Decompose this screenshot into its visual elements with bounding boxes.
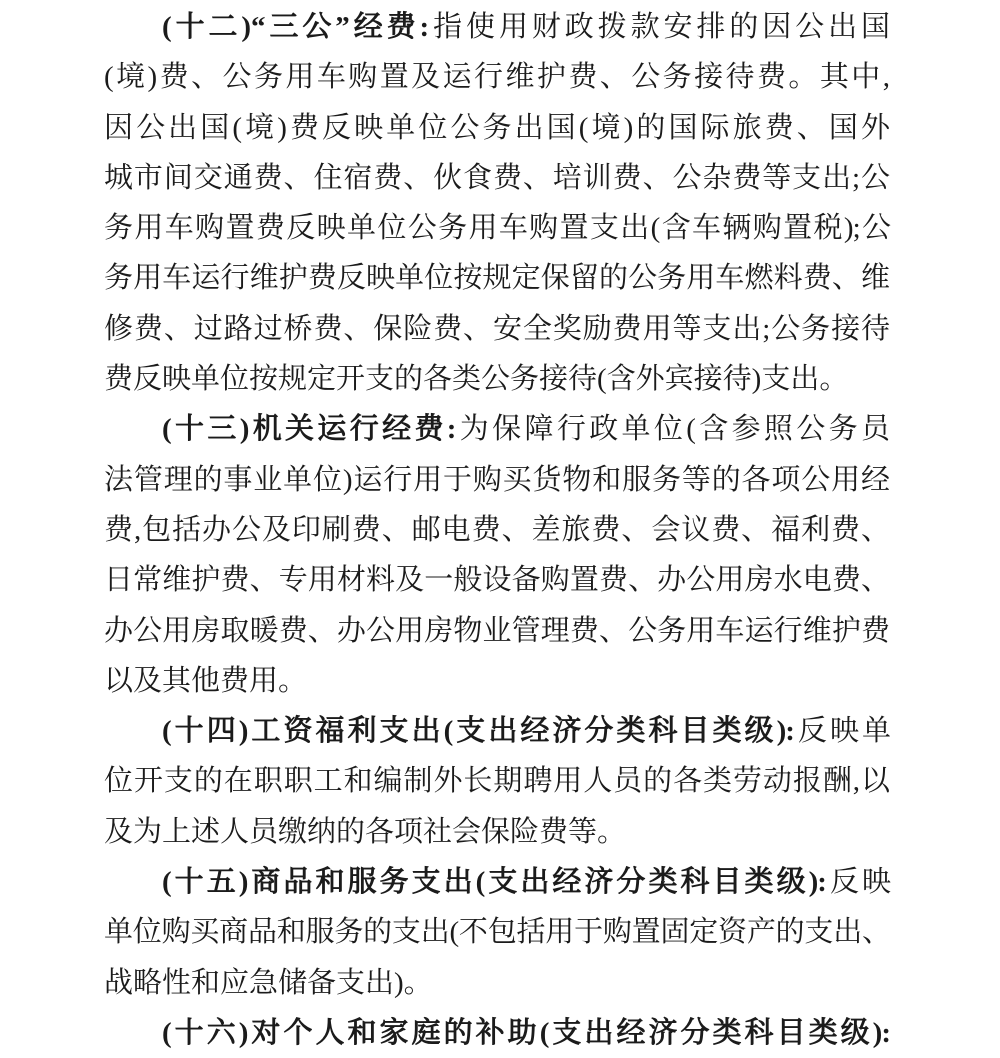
text-line	[104, 304, 890, 354]
body-text: 日常维护费、专用材料及一般设备购置费、办公用房水电费、	[104, 564, 890, 597]
body-text: 务用车购置费反映单位公务用车购置支出(含车辆购置税);公	[104, 212, 890, 245]
body-text: 反映单	[793, 715, 890, 748]
body-text: 及为上述人员缴纳的各项社会保险费等。	[104, 815, 627, 848]
body-text: 为保障行政单位(含参照公务员	[456, 413, 890, 446]
text-line	[104, 404, 890, 454]
section-heading-text: (十五)商品和服务支出(支出经济分类科目类级):	[162, 866, 826, 899]
body-text: 指使用财政拨款安排的因公出国	[429, 11, 890, 43]
text-line	[104, 103, 890, 153]
text-line	[104, 958, 890, 1008]
body-text: 务用车运行维护费反映单位按规定保留的公务用车燃料费、维	[104, 262, 890, 295]
item-12-sangong-expenses	[104, 2, 890, 404]
text-line	[104, 203, 890, 253]
item-15-goods-services-expenditure	[104, 857, 890, 1008]
body-text: 办公用房取暖费、办公用房物业管理费、公务用车运行维护费	[104, 614, 890, 647]
body-text: 法管理的事业单位)运行用于购买货物和服务等的各项公用经	[104, 463, 890, 496]
text-line	[104, 354, 890, 404]
section-heading-text: (十六)对个人和家庭的补助(支出经济分类科目类级):	[162, 1016, 890, 1049]
body-text: 费,包括办公及印刷费、邮电费、差旅费、会议费、福利费、	[104, 513, 890, 546]
text-line	[104, 857, 890, 907]
text-line	[104, 505, 890, 555]
text-line	[104, 555, 890, 605]
text-line	[104, 656, 890, 706]
body-text: 位开支的在职职工和编制外长期聘用人员的各类劳动报酬,以	[104, 765, 890, 798]
text-line	[104, 706, 890, 756]
item-16-subsidies-individuals-families	[104, 1008, 890, 1058]
item-14-wage-welfare-expenditure	[104, 706, 890, 857]
text-line	[104, 907, 890, 957]
section-heading-text: (十三)机关运行经费:	[162, 413, 457, 446]
text-line	[104, 606, 890, 656]
text-line	[104, 153, 890, 203]
body-text: 修费、过路过桥费、保险费、安全奖励费用等支出;公务接待	[104, 312, 890, 345]
body-text: 以及其他费用。	[104, 664, 308, 697]
text-line	[104, 2, 890, 52]
text-line	[104, 807, 890, 857]
text-line	[104, 455, 890, 505]
section-heading-text: (十二)“三公”经费:	[162, 11, 430, 43]
text-line	[104, 253, 890, 303]
text-line	[104, 756, 890, 806]
body-text: 城市间交通费、住宿费、伙食费、培训费、公杂费等支出;公	[104, 161, 890, 194]
body-text: 因公出国(境)费反映单位公务出国(境)的国际旅费、国外	[104, 111, 890, 144]
text-block	[104, 2, 890, 1058]
body-text: 费反映单位按规定开支的各类公务接待(含外宾接待)支出。	[104, 363, 849, 396]
body-text: 单位购买商品和服务的支出(不包括用于购置固定资产的支出、	[104, 916, 890, 949]
section-heading-text: (十四)工资福利支出(支出经济分类科目类级):	[162, 715, 794, 748]
text-line	[104, 1008, 890, 1058]
text-line	[104, 52, 890, 102]
body-text: 战略性和应急储备支出)。	[104, 966, 433, 999]
item-13-agency-operating-expenses	[104, 404, 890, 706]
body-text: (境)费、公务用车购置及运行维护费、公务接待费。其中,	[104, 61, 890, 94]
body-text: 反映	[825, 866, 890, 899]
